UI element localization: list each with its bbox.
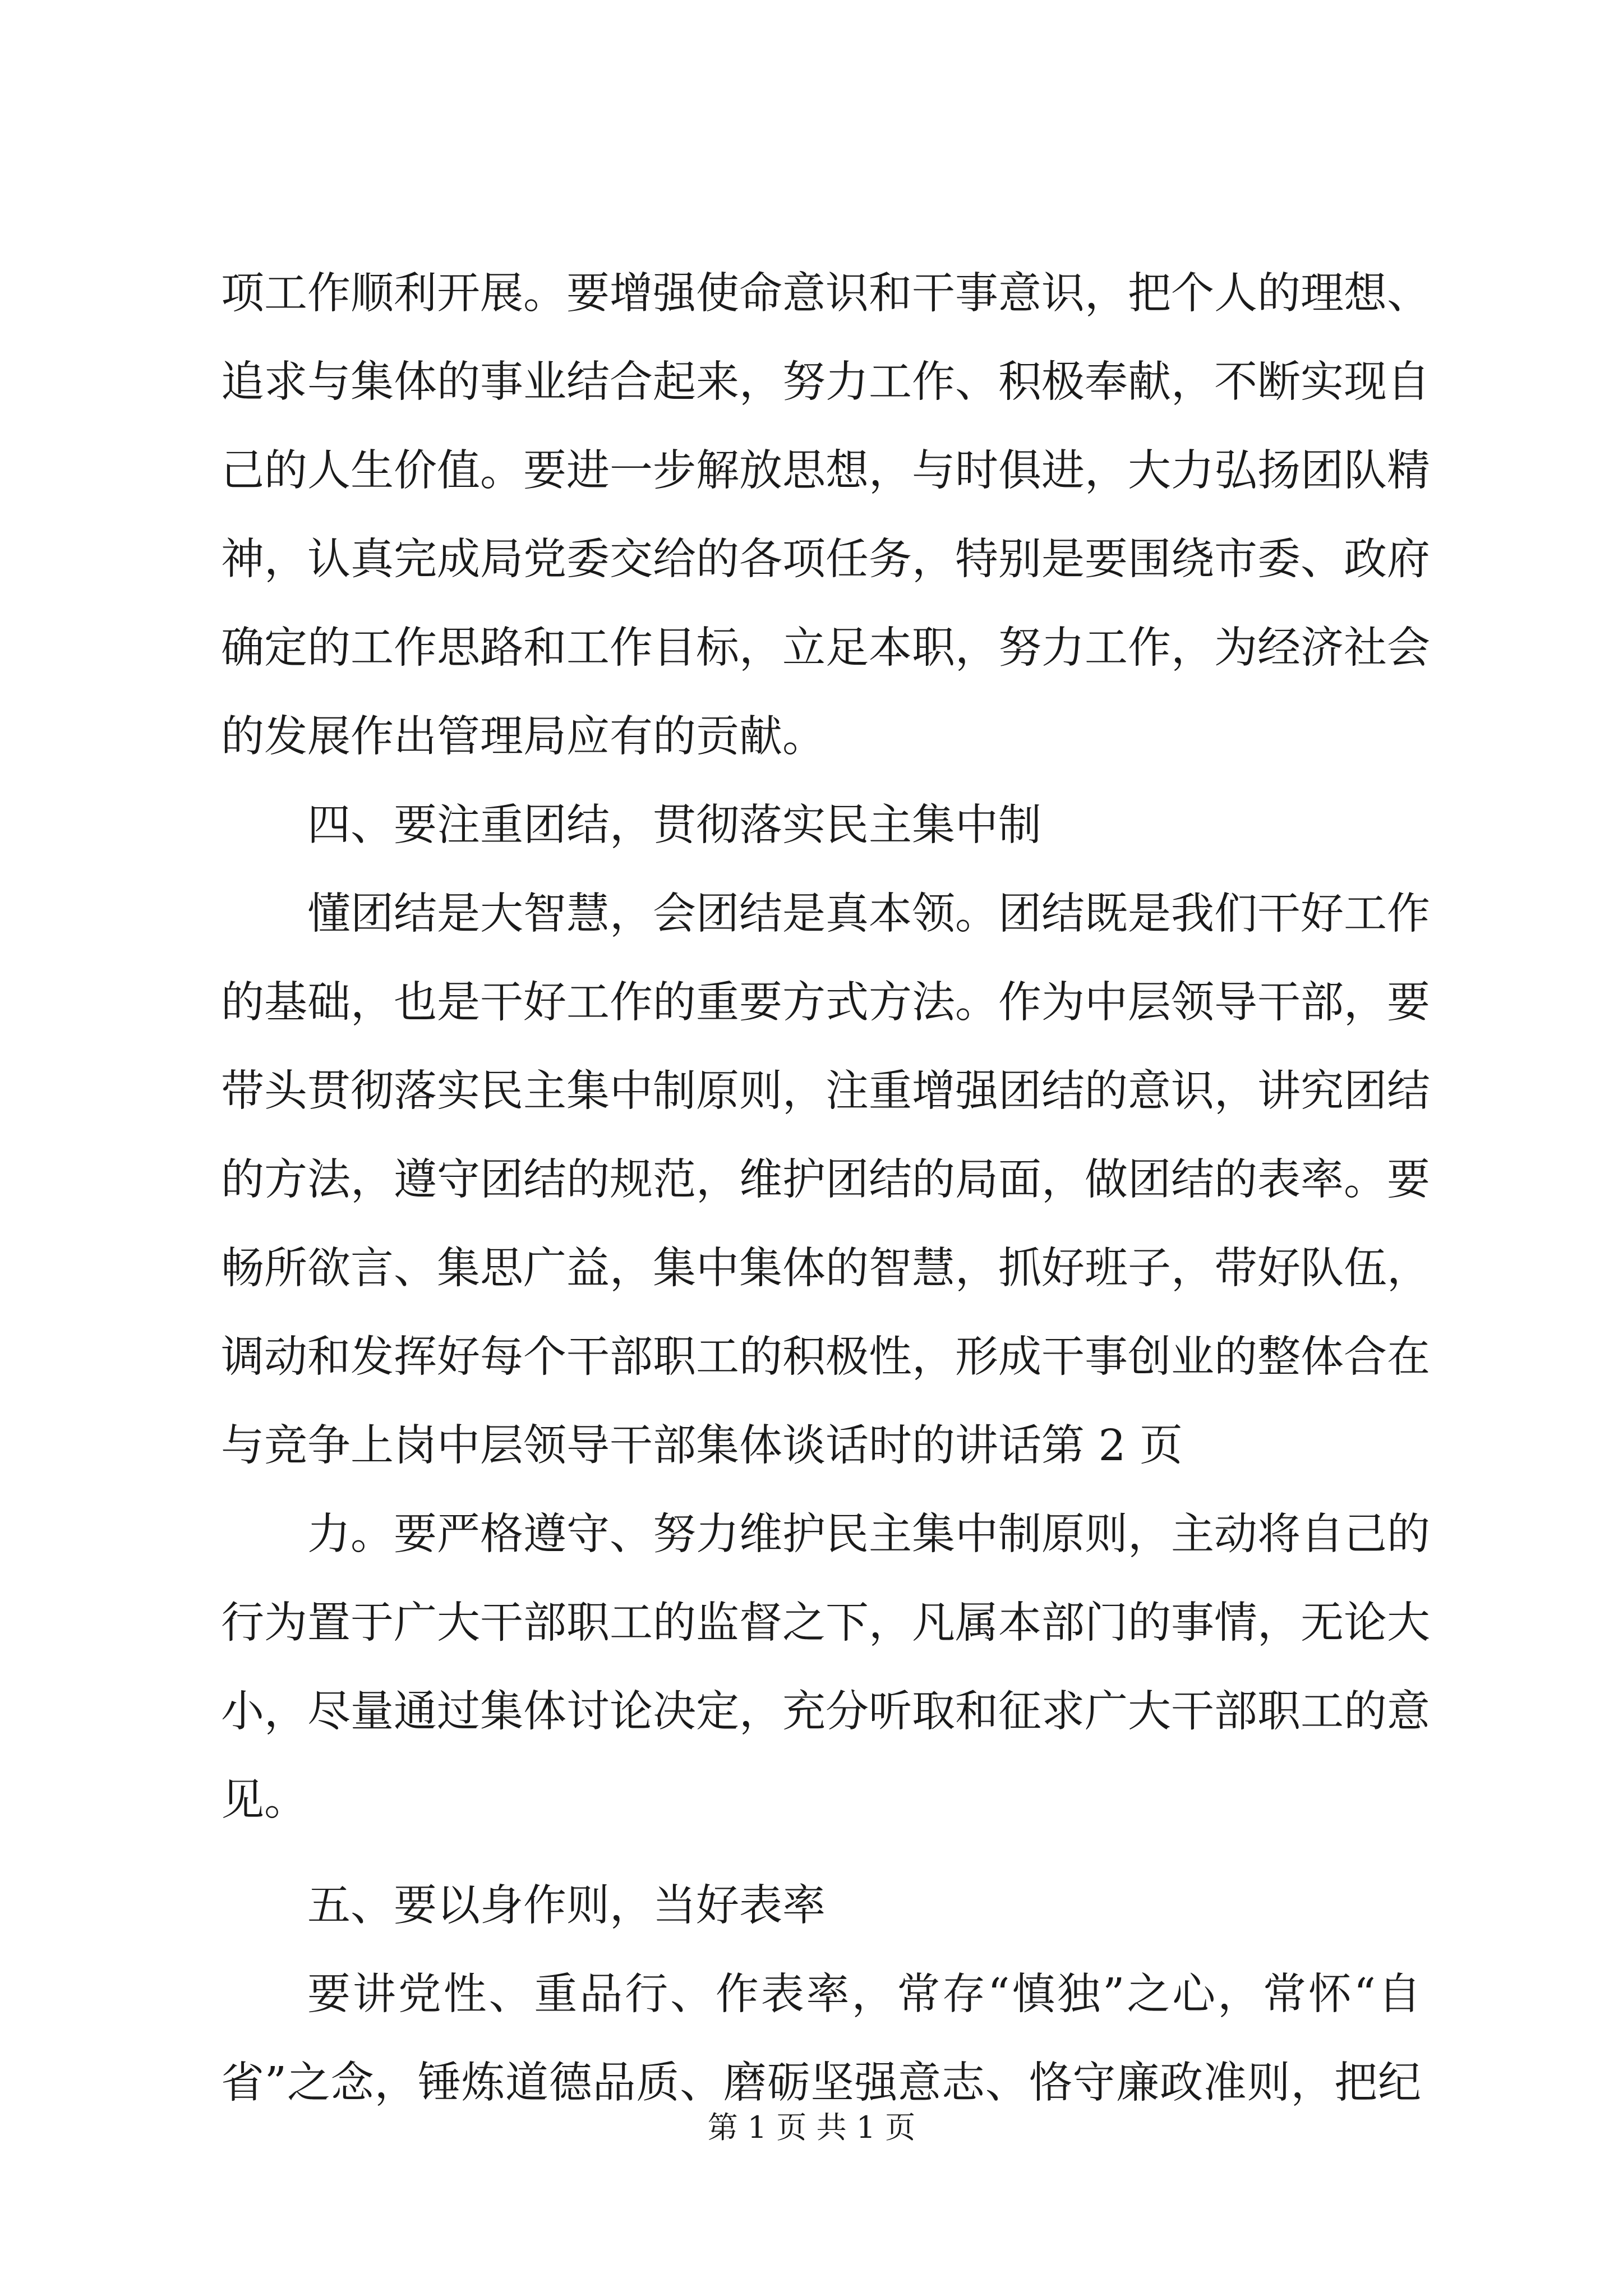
section-heading: 四、要注重团结，贯彻落实民主集中制 — [307, 800, 1041, 850]
text-line: 的基础，也是干好工作的重要方式方法。作为中层领导干部，要 — [221, 978, 1430, 1028]
text-line: 省”之念，锤炼道德品质、磨砺坚强意志、恪守廉政准则，把纪 — [221, 2058, 1421, 2108]
text-line: 己的人生价值。要进一步解放思想，与时俱进，大力弘扬团队精 — [221, 446, 1430, 496]
text-line: 的方法，遵守团结的规范，维护团结的局面，做团结的表率。要 — [221, 1155, 1430, 1205]
paragraph-spacer — [221, 1845, 1421, 1862]
text-line: 见。 — [221, 1775, 307, 1825]
text-line: 追求与集体的事业结合起来，努力工作、积极奉献，不断实现自 — [221, 357, 1430, 407]
text-line: 畅所欲言、集思广益，集中集体的智慧，抓好班子，带好队伍， — [221, 1244, 1430, 1294]
text-line: 带头贯彻落实民主集中制原则，注重增强团结的意识，讲究团结 — [221, 1066, 1430, 1116]
text-line: 小，尽量通过集体讨论决定，充分听取和征求广大干部职工的意 — [221, 1687, 1430, 1737]
text-line: 调动和发挥好每个干部职工的积极性，形成干事创业的整体合在 — [221, 1332, 1430, 1382]
section-heading: 五、要以身作则，当好表率 — [307, 1881, 826, 1931]
page-footer: 第 1 页 共 1 页 — [707, 2110, 916, 2145]
text-line: 力。要严格遵守、努力维护民主集中制原则，主动将自己的 — [307, 1510, 1430, 1559]
document-body — [221, 250, 1430, 2128]
text-line: 懂团结是大智慧，会团结是真本领。团结既是我们干好工作 — [307, 889, 1430, 939]
text-line: 行为置于广大干部职工的监督之下，凡属本部门的事情，无论大 — [221, 1598, 1430, 1648]
text-line: 确定的工作思路和工作目标，立足本职，努力工作，为经济社会 — [221, 623, 1430, 673]
text-line: 的发展作出管理局应有的贡献。 — [221, 712, 826, 762]
text-line: 项工作顺利开展。要增强使命意识和干事意识，把个人的理想、 — [221, 269, 1430, 319]
text-line: 与竞争上岗中层领导干部集体谈话时的讲话第 2 页 — [221, 1421, 1183, 1471]
text-line: 要讲党性、重品行、作表率，常存“慎独”之心，常怀“自 — [307, 1970, 1421, 2019]
text-line: 神，认真完成局党委交给的各项任务，特别是要围绕市委、政府 — [221, 535, 1430, 585]
